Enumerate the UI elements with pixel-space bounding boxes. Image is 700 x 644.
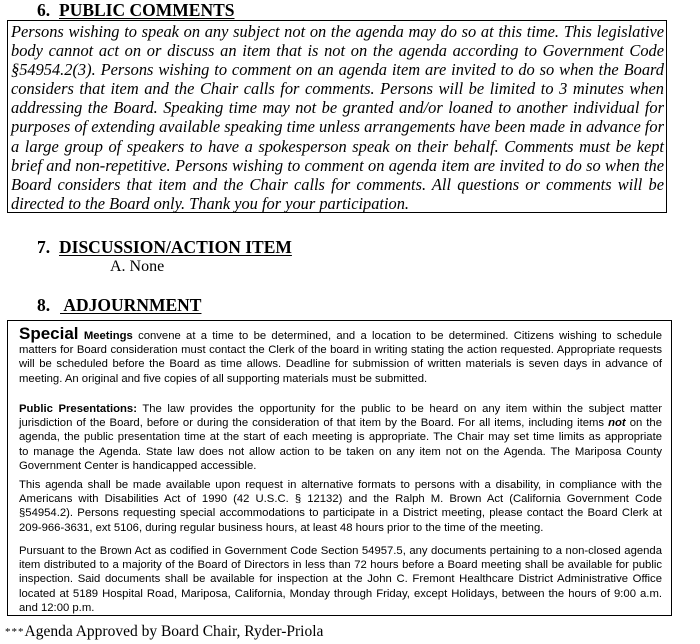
- section-6-heading: [37, 0, 235, 20]
- special-meetings-paragraph: [19, 324, 663, 386]
- text-line: [19, 416, 662, 430]
- section-number: 8.: [37, 295, 51, 315]
- accessibility-paragraph: [19, 478, 662, 535]
- text-line: §54954.2). Persons requesting special accommodations to participate in a District meeting, please contact the Board Clerk at: [19, 507, 662, 520]
- public-presentations-lead: Public Presentations:: [19, 403, 137, 415]
- text-line: body cannot act on or discuss an item that is not on the agenda according to Government Code: [11, 41, 664, 61]
- asterisks: ***: [5, 626, 25, 638]
- section-number: 7.: [37, 237, 51, 257]
- public-presentations-paragraph: [19, 402, 662, 473]
- text-line: §54954.2(3). Persons wishing to comment on an agenda item are invited to do so when the Board: [11, 60, 664, 80]
- text-line: addressing the Board. Speaking time may not be granted and/or loaned to another individual for: [11, 98, 664, 118]
- text-line: Board considers that item and the Chair calls for comments. All questions or comments will be: [11, 174, 664, 194]
- section-8-heading: [37, 295, 201, 315]
- text-line: directed to the Board only. Thank you for your participation.: [11, 193, 410, 213]
- section-title: PUBLIC COMMENTS: [59, 0, 235, 20]
- text-line: item distributed to a majority of the Board of Directors in less than 72 hours before a Board meeting shall be available for public: [19, 559, 662, 572]
- text-line: Persons wishing to speak on any subject not on the agenda may do so at this time. This legislative: [11, 22, 664, 41]
- special-lead: Special: [19, 324, 79, 343]
- text-line: to manage the Agenda. State law does not allow action to be taken on any item not on the Agenda. The Mariposa County: [19, 445, 662, 458]
- text-line: located at 5189 Hospital Road, Mariposa, California, Monday through Friday, except Holidays, between the hours of 9:00 a.m.: [19, 587, 662, 600]
- agenda-approval-footer: [5, 623, 323, 641]
- text-line: 209-966-3631, ext 5106, during regular business hours, at least 48 hours prior to the time of the meeting.: [19, 521, 544, 534]
- text-line: matters for Board consideration must contact the Clerk of the board in writing stating the action requested. Appropriate requests: [19, 344, 662, 357]
- text-line: [19, 324, 663, 343]
- text-line: and 12:00 p.m.: [19, 601, 95, 614]
- text-line: agenda, the public presentation time at the start of each meeting is appropriate. The Chair may set time limits as appropriate: [19, 431, 662, 444]
- text-line: Government Center is handicapped accessible.: [19, 459, 257, 472]
- text-line: purposes of extending available speaking time unless arrangements have been made in advance for: [11, 117, 664, 137]
- emphasis-not: not: [608, 417, 626, 430]
- discussion-item-a: A. None: [110, 258, 165, 275]
- meetings-lead: Meetings: [83, 330, 133, 342]
- section-title: ADJOURNMENT: [60, 295, 202, 315]
- text-line: Americans with Disabilities Act of 1990 (42 U.S.C. § 12132) and the Ralph M. Brown Act (California Government Code: [19, 493, 662, 506]
- section-7-heading: [37, 237, 292, 257]
- text-fragment: convene at a time to be determined, and a location to be determined. Citizens wishing to schedule: [132, 330, 663, 342]
- text-line: will be scheduled before the Board as time allows. Deadline for submission of written materials is seven days in advance of: [19, 358, 662, 371]
- public-comments-text-box: [7, 20, 667, 213]
- text-fragment: jurisdiction of the Board, before or during the consideration of that item by the Board. For all items, including items: [19, 417, 609, 430]
- brown-act-paragraph: [19, 544, 662, 615]
- text-line: This agenda shall be made available upon request in alternative formats to persons with a disability, in compliance with the: [19, 479, 662, 491]
- section-number: 6.: [37, 0, 51, 20]
- text-line: [19, 402, 662, 416]
- text-fragment: The law provides the opportunity for the public to be heard on any item within the subject matter: [136, 403, 662, 415]
- text-line: brief and non-repetitive. Persons wishing to comment on agenda item are invited to do so when the: [11, 155, 664, 175]
- text-line: a large group of speakers to have a spokesperson speak on their behalf. Comments must be kept: [11, 136, 664, 156]
- text-line: considers that item and the Chair calls for comments. Persons will be limited to 3 minutes when: [11, 79, 664, 99]
- text-line: inspection. Said documents shall be available for inspection at the John C. Fremont Healthcare District Administrative Office: [19, 573, 662, 586]
- approval-text: Agenda Approved by Board Chair, Ryder-Priola: [24, 623, 324, 640]
- meeting-notice-box: [7, 320, 672, 616]
- text-line: Pursuant to the Brown Act as codified in Government Code Section 54957.5, any documents pertaining to a non-closed agenda: [19, 545, 662, 557]
- text-line: meeting. An original and five copies of all supporting materials must be submitted.: [19, 372, 428, 385]
- text-fragment: on the: [625, 417, 662, 430]
- section-title: DISCUSSION/ACTION ITEM: [59, 237, 292, 257]
